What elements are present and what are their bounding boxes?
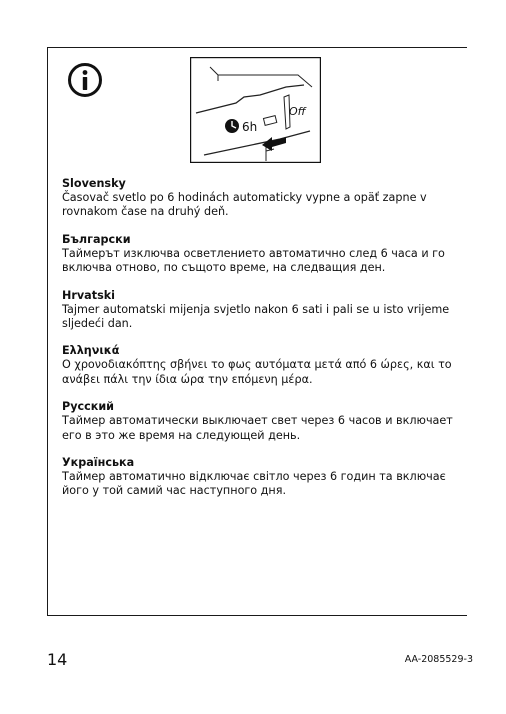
section-heading: Українська (62, 456, 135, 470)
page-number: 14 (47, 650, 68, 669)
info-icon (67, 62, 103, 98)
section-heading: Ελληνικά (62, 344, 120, 358)
timer-switch-illustration (190, 57, 321, 163)
language-sections (62, 177, 457, 512)
section-heading: Slovensky (62, 177, 126, 190)
section-hrvatski (62, 289, 457, 332)
section-heading: Русский (62, 400, 115, 414)
section-slovensky (62, 177, 457, 220)
section-russian (62, 400, 457, 443)
section-bulgarian (62, 233, 457, 276)
document-code: AA-2085529-3 (404, 654, 473, 665)
section-body: Časovač svetlo po 6 hodinách automaticky vypne a opäť zapne v rovnakom čase na druhý deň. (62, 191, 427, 219)
section-body: Таймер автоматически выключает свет через 6 часов и включает его в это же время на следующей день. (62, 414, 453, 442)
section-heading: Български (62, 232, 131, 246)
section-body: Таймер автоматично відключає світло через 6 годин та включає його у той самий час наступного дня. (62, 470, 446, 498)
section-body: Таймерът изключва осветлението автоматично след 6 часа и го включва отново, по същото време, на следващия ден. (62, 246, 445, 275)
timer-label-off: Off (289, 105, 306, 118)
timer-label-6h: 6h (242, 120, 258, 134)
section-body: Ο χρονοδιακόπτης σβήνει το φως αυτόματα μετά από 6 ώρες, και το ανάβει πάλι την ίδια ώρα την επόμενη μέρα. (62, 358, 452, 386)
section-greek (62, 344, 457, 387)
section-heading: Hrvatski (62, 288, 116, 302)
section-ukrainian (62, 456, 457, 499)
section-body: Tajmer automatski mijenja svjetlo nakon 6 sati i pali se u isto vrijeme sljedeći dan. (62, 302, 450, 331)
